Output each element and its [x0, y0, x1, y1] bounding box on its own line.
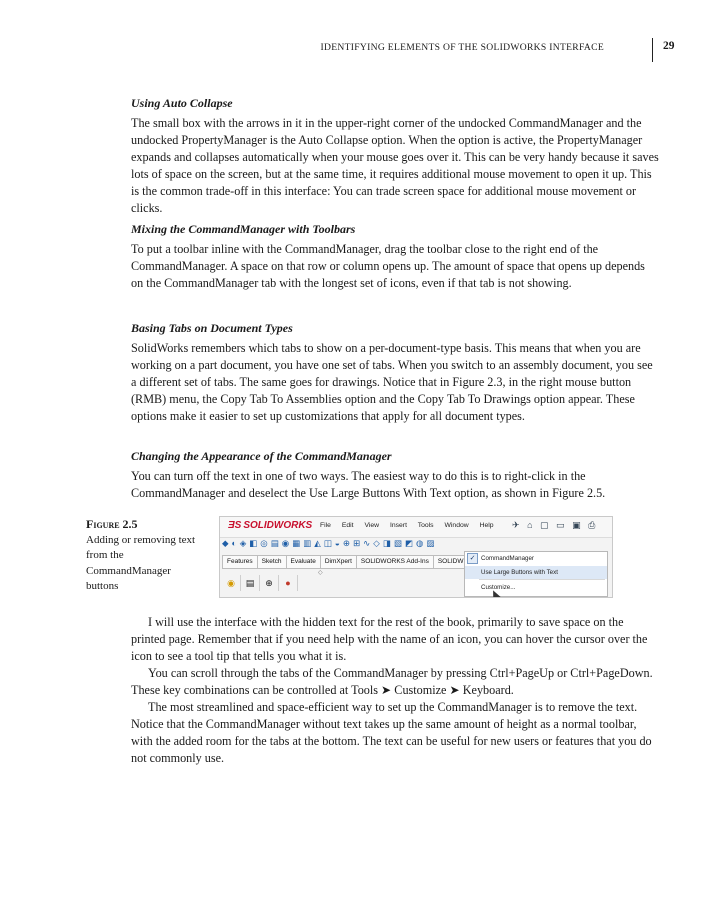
tab-dimxpert[interactable]: DimXpert	[320, 555, 357, 569]
header-divider	[652, 38, 653, 62]
commandmanager-tabs	[222, 555, 468, 569]
section-title: Basing Tabs on Document Types	[131, 321, 293, 335]
shell-icon[interactable]: ◫	[323, 538, 333, 548]
section-paragraph: The small box with the arrows in it in the upper-right corner of the undocked CommandManager and the undocked PropertyManager is the Auto Collapse option. When the option is active, the PropertyManager expands and collapses automatically when your mouse goes over it. This can be very handy because it saves lots of space on the screen, but at the same time, it requires additional mouse movement to open it up. This is the common trade-off in this interface: You can trade screen space for additional mouse movement or clicks.	[131, 116, 659, 215]
configuration-manager-icon[interactable]: ⊕	[260, 575, 279, 591]
section-title: Using Auto Collapse	[131, 96, 233, 110]
sweep-icon[interactable]: ◈	[239, 538, 248, 548]
context-menu-customize[interactable]: Customize...	[481, 584, 516, 591]
menu-tools[interactable]: Tools	[417, 522, 434, 529]
page-number: 29	[663, 40, 675, 52]
closing-paragraph-2: You can scroll through the tabs of the CommandManager by pressing Ctrl+PageUp or Ctrl+PageDown. These key combinations can be controlled at Tools ➤ Customize ➤ Keyboard.	[131, 666, 653, 697]
display-manager-icon[interactable]: ●	[279, 575, 298, 591]
feature-manager-tabs	[222, 575, 298, 593]
figure-screenshot	[219, 516, 613, 598]
tab-evaluate[interactable]: Evaluate	[286, 555, 321, 569]
new-document-icon[interactable]: ▢	[540, 520, 549, 530]
display-icon[interactable]: ▧	[393, 538, 403, 548]
save-icon[interactable]: ▣	[572, 520, 581, 530]
running-header-title: IDENTIFYING ELEMENTS OF THE SOLIDWORKS INTERFACE	[320, 42, 604, 53]
print-icon[interactable]: ⎙	[588, 520, 596, 530]
closing-text	[131, 614, 659, 767]
menu-window[interactable]: Window	[444, 522, 469, 529]
closing-paragraph-1: I will use the interface with the hidden text for the rest of the book, primarily to save space on the printed page. Remember that if you need help with the name of an icon, you can hover the cursor over the icon to see a tool tip that tells you what it is.	[131, 615, 648, 663]
appearance-icon[interactable]: ◍	[415, 538, 425, 548]
section-paragraph: To put a toolbar inline with the CommandManager, drag the toolbar close to the right end of the CommandManager. A space on that row or column opens up. The amount of space that opens up depends on the CommandManager tab with the longest set of icons, even if that tab is not showing.	[131, 242, 645, 290]
section-mixing-toolbars	[131, 221, 659, 292]
running-header	[0, 38, 676, 64]
title-menu-bar	[220, 517, 612, 538]
menu-insert[interactable]: Insert	[389, 522, 407, 529]
fillet-icon[interactable]: ◉	[281, 538, 291, 548]
figure-caption-text: Adding or removing text from the CommandManager buttons	[86, 533, 196, 593]
chevron-down-icon[interactable]: ◇	[318, 570, 323, 576]
feature-tree-icon[interactable]: ◉	[222, 575, 241, 591]
pin-icon[interactable]: ✈	[512, 520, 520, 530]
menu-file[interactable]: File	[320, 522, 331, 529]
section-icon[interactable]: ◩	[404, 538, 414, 548]
tab-add-ins[interactable]: SOLIDWORKS Add-Ins	[356, 555, 434, 569]
solidworks-logo: ƎS SOLIDWORKS	[228, 520, 313, 531]
scene-icon[interactable]: ▨	[426, 538, 436, 548]
menu-help[interactable]: Help	[479, 522, 494, 529]
property-manager-icon[interactable]: ▤	[241, 575, 260, 591]
context-menu-commandmanager[interactable]: ✓ CommandManager	[465, 552, 607, 565]
curves-icon[interactable]: ∿	[363, 538, 372, 548]
menu-divider	[479, 579, 605, 580]
extrude-icon[interactable]: ◆	[222, 538, 230, 548]
context-menu	[464, 551, 608, 597]
view-icon[interactable]: ◨	[382, 538, 392, 548]
checkmark-icon: ✓	[467, 553, 478, 564]
reference-geometry-icon[interactable]: ⊞	[353, 538, 362, 548]
instant3d-icon[interactable]: ◇	[373, 538, 381, 548]
tab-features[interactable]: Features	[222, 555, 258, 569]
menu-view[interactable]: View	[364, 522, 380, 529]
context-menu-use-large-buttons[interactable]: Use Large Buttons with Text	[465, 566, 607, 579]
pattern-icon[interactable]: ▦	[292, 538, 302, 548]
standard-toolbar	[512, 520, 600, 531]
section-paragraph: You can turn off the text in one of two ways. The easiest way to do this is to right-click in the CommandManager and deselect the Use Large Buttons With Text option, as shown in Figure 2.5.	[131, 469, 606, 500]
menu-edit[interactable]: Edit	[341, 522, 354, 529]
intersect-icon[interactable]: ⊕	[342, 538, 352, 548]
cut-icon[interactable]: ▤	[270, 538, 280, 548]
tab-solidworks-truncated[interactable]: SOLIDW	[433, 555, 469, 569]
section-title: Changing the Appearance of the CommandManager	[131, 449, 392, 463]
rib-icon[interactable]: ▥	[303, 538, 313, 548]
revolve-icon[interactable]: ◐	[231, 538, 238, 548]
section-paragraph: SolidWorks remembers which tabs to show on a per-document-type basis. This means that when you are working on a part document, you have one set of tabs. When you switch to an assembly document, you see a different set of tabs. The same goes for drawings. Notice that in Figure 2.3, in the right mouse button (RMB) menu, the Copy Tab To Assemblies option and the Copy Tab To Drawings option appear. These options make it easier to set up customizations that apply for all document types.	[131, 341, 653, 423]
draft-icon[interactable]: ◭	[314, 538, 322, 548]
open-icon[interactable]: ▭	[556, 520, 565, 530]
section-title: Mixing the CommandManager with Toolbars	[131, 222, 356, 236]
section-changing-appearance	[131, 448, 659, 502]
section-basing-tabs	[131, 320, 659, 425]
loft-icon[interactable]: ◧	[249, 538, 259, 548]
figure-label: Figure 2.5	[86, 517, 138, 531]
home-icon[interactable]: ⌂	[527, 520, 533, 530]
closing-paragraph-3: The most streamlined and space-efficient way to set up the CommandManager is to remove the text. Notice that the CommandManager without text takes up the same amount of height as a normal toolbar, with the added room for the tabs at the bottom. The text can be useful for new users or features that you do not commonly use.	[131, 700, 652, 765]
figure-caption	[86, 517, 196, 595]
menu-bar	[320, 522, 503, 529]
wrap-icon[interactable]: ◒	[334, 538, 341, 548]
ds-logo-icon: ƎS	[228, 520, 242, 531]
tab-sketch[interactable]: Sketch	[257, 555, 287, 569]
boundary-icon[interactable]: ◎	[260, 538, 269, 548]
section-auto-collapse	[131, 95, 659, 217]
